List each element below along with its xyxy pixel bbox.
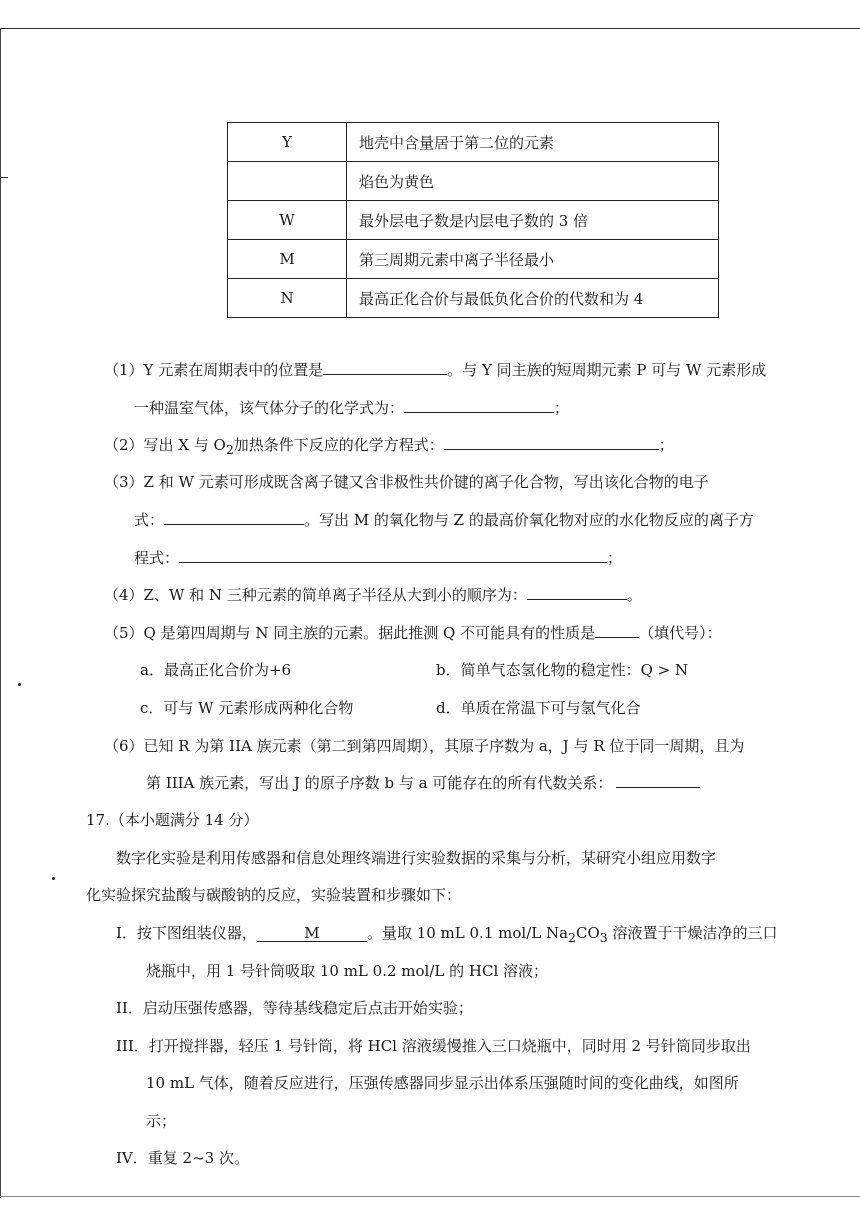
element-description: 焰色为黄色 (347, 162, 719, 201)
q5-line: （5）Q 是第四周期与 N 同主族的元素。据此推测 Q 不可能具有的性质是 （填代号）： (104, 624, 722, 642)
table-row (228, 162, 719, 201)
table-row (228, 279, 719, 318)
element-description: 地壳中含量居于第二位的元素 (347, 123, 719, 162)
scan-speck (18, 683, 21, 686)
q4-line: （4）Z、W 和 N 三种元素的简单离子半径从大到小的顺序为： 。 (104, 586, 642, 604)
q5-option-d: d．单质在常温下可与氢气化合 (436, 699, 641, 717)
answer-blank[interactable] (616, 773, 700, 788)
answer-blank[interactable] (595, 623, 639, 638)
answer-blank[interactable] (164, 510, 304, 525)
filled-blank[interactable]: M (257, 923, 367, 942)
element-description: 最外层电子数是内层电子数的 3 倍 (347, 201, 719, 240)
q2-line: （2）写出 X 与 $O_2$加热条件下反应的化学方程式： ； (104, 436, 674, 457)
q17-step3-line3: 示； (146, 1112, 177, 1130)
q1-line2: 一种温室气体，该气体分子的化学式为： ； (134, 399, 570, 417)
q1-line1: （1）Y 元素在周期表中的位置是 。与 Y 同主族的短周期元素 P 可与 W 元素形成 (104, 361, 767, 379)
q5-option-b: b．简单气态氢化物的稳定性：Q > N (436, 661, 689, 679)
table-row (228, 201, 719, 240)
answer-blank[interactable] (179, 548, 607, 563)
element-symbol: W (228, 201, 347, 240)
element-symbol: M (228, 240, 347, 279)
q17-intro-line1: 数字化实验是利用传感器和信息处理终端进行实验数据的采集与分析，某研究小组应用数字 (116, 849, 717, 867)
table-row (228, 240, 719, 279)
q17-step2: II．启动压强传感器，等待基线稳定后点击开始实验； (116, 999, 473, 1017)
q3-line1: （3）Z 和 W 元素可形成既含离子键又含非极性共价键的离子化合物，写出该化合物的电子 (104, 473, 709, 491)
answer-blank[interactable] (323, 360, 447, 375)
q17-intro-line2: 化实验探究盐酸与碳酸钠的反应，实验装置和步骤如下： (86, 886, 462, 904)
q3-line2: 式： 。写出 M 的氧化物与 Z 的最高价氧化物对应的水化物反应的离子方 (134, 511, 754, 529)
q5-option-a: a．最高正化合价为+6 (140, 661, 292, 679)
element-description: 第三周期元素中离子半径最小 (347, 240, 719, 279)
q17-step1-line2: 烧瓶中，用 1 号针筒吸取 10 mL 0.2 mol/L 的 HCl 溶液； (146, 962, 549, 980)
answer-blank[interactable] (444, 435, 659, 450)
table-row (228, 123, 719, 162)
q17-step3-line1: III．打开搅拌器，轻压 1 号针筒，将 HCl 溶液缓慢推入三口烧瓶中，同时用 2 号针筒同步取出 (116, 1037, 751, 1055)
q17-step1-line1: I．按下图组装仪器， M 。量取 10 mL 0.1 mol/L $Na_2CO_3$ 溶液置于干燥洁净的三口 (116, 924, 778, 945)
element-info-table (227, 122, 719, 318)
element-symbol: Y (228, 123, 347, 162)
page-border-left (0, 28, 1, 1198)
answer-blank[interactable] (404, 398, 554, 413)
scan-speck (52, 877, 55, 880)
element-symbol: N (228, 279, 347, 318)
q17-header: 17.（本小题满分 14 分） (86, 811, 259, 829)
element-symbol (228, 162, 347, 201)
q17-step3-line2: 10 mL 气体，随着反应进行，压强传感器同步显示出体系压强随时间的变化曲线，如图所 (146, 1074, 739, 1092)
q5-option-c: c．可与 W 元素形成两种化合物 (140, 699, 354, 717)
q6-line2: 第 IIIA 族元素，写出 J 的原子序数 b 与 a 可能存在的所有代数关系： (146, 773, 700, 793)
element-description: 最高正化合价与最低负化合价的代数和为 4 (347, 279, 719, 318)
margin-tick (0, 177, 8, 178)
answer-blank[interactable] (527, 585, 627, 600)
q17-step4: IV．重复 2~3 次。 (116, 1149, 249, 1167)
page-border-top (0, 28, 860, 29)
q6-line1: （6）已知 R 为第 IIA 族元素（第二到第四周期），其原子序数为 a，J 与 R 位于同一周期，且为 (104, 737, 745, 755)
q3-line3: 程式： ； (134, 549, 623, 567)
page-border-bottom (0, 1196, 860, 1197)
